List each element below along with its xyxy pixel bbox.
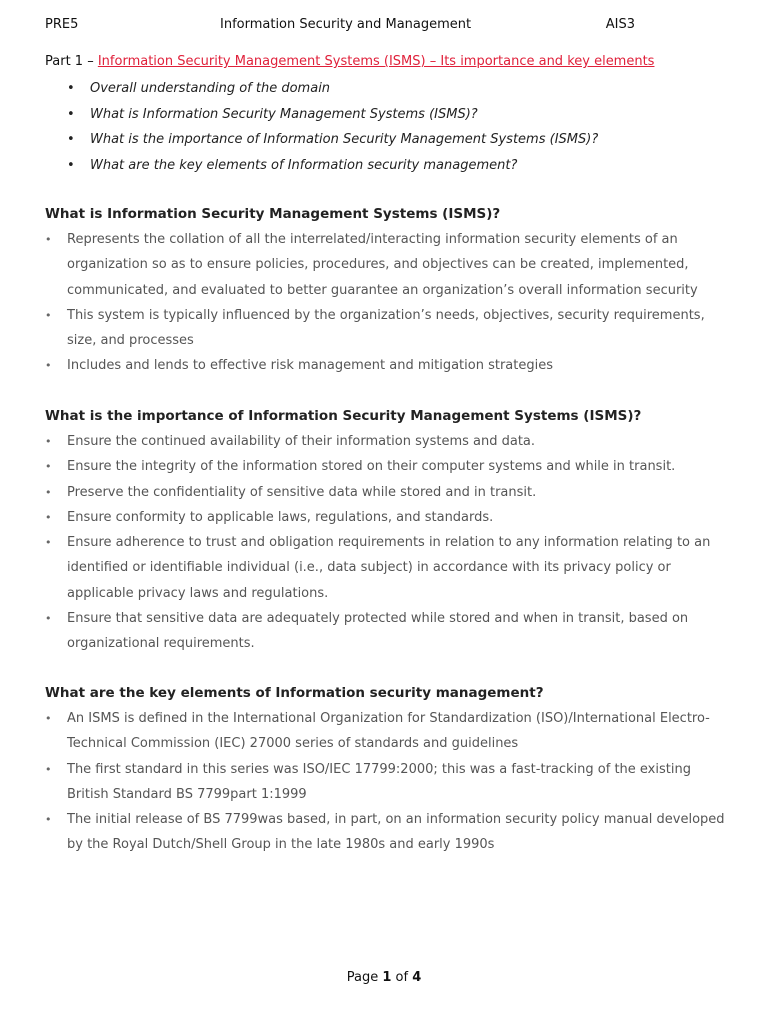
outline-item: • Overall understanding of the domain xyxy=(67,76,598,102)
page-footer xyxy=(0,970,768,985)
footer-of-word: of xyxy=(391,970,413,985)
outline-item: • What are the key elements of Information security management? xyxy=(67,153,598,179)
part-dash: – xyxy=(83,54,98,69)
part-heading xyxy=(45,54,654,69)
part-link[interactable]: Information Security Management Systems (ISMS) – Its importance and key elements xyxy=(97,54,655,69)
list-item: • Preserve the confidentiality of sensitive data while stored and in transit. xyxy=(45,480,725,505)
footer-current-page: 1 xyxy=(382,970,392,985)
part-label: Part 1 xyxy=(45,54,84,69)
outline-item: • What is Information Security Management Systems (ISMS)? xyxy=(67,102,598,128)
section-key-elements xyxy=(45,681,725,858)
list-item: • Includes and lends to effective risk management and mitigation strategies xyxy=(45,353,725,378)
header-course-code: PRE5 xyxy=(45,17,79,32)
list-item: • This system is typically influenced by the organization’s needs, objectives, security requirements, size, and processes xyxy=(45,303,725,354)
section-what-is-isms xyxy=(45,202,725,379)
list-item: • Ensure the continued availability of their information systems and data. xyxy=(45,429,725,454)
bullet-list xyxy=(45,706,725,858)
bullet-list xyxy=(45,429,725,657)
list-item: • Ensure that sensitive data are adequately protected while stored and when in transit, based on organizational requirements. xyxy=(45,606,725,657)
header-section-code: AIS3 xyxy=(605,17,635,32)
section-title: What is the importance of Information Security Management Systems (ISMS)? xyxy=(45,408,642,424)
header-course-title: Information Security and Management xyxy=(220,17,472,32)
list-item: • Represents the collation of all the interrelated/interacting information security elements of an organization so as to ensure policies, procedures, and objectives can be created, implemented, communicated, and evaluated to better guarantee an organization’s overall information security xyxy=(45,227,725,303)
section-importance-isms xyxy=(45,404,725,657)
list-item: • An ISMS is defined in the International Organization for Standardization (ISO)/International Electro-Technical Commission (IEC) 27000 series of standards and guidelines xyxy=(45,706,725,757)
list-item: • Ensure the integrity of the information stored on their computer systems and while in transit. xyxy=(45,454,725,479)
page-header xyxy=(45,17,635,37)
footer-total-pages: 4 xyxy=(412,970,422,985)
list-item: • The initial release of BS 7799was based, in part, on an information security policy manual developed by the Royal Dutch/Shell Group in the late 1980s and early 1990s xyxy=(45,807,725,858)
section-title: What is Information Security Management Systems (ISMS)? xyxy=(45,206,501,222)
bullet-list xyxy=(45,227,725,379)
list-item: • Ensure conformity to applicable laws, regulations, and standards. xyxy=(45,505,725,530)
section-title: What are the key elements of Information security management? xyxy=(45,685,544,701)
footer-page-word: Page xyxy=(346,970,383,985)
outline-list xyxy=(67,76,598,178)
list-item: • The first standard in this series was ISO/IEC 17799:2000; this was a fast-tracking of the existing British Standard BS 7799part 1:1999 xyxy=(45,757,725,808)
list-item: • Ensure adherence to trust and obligation requirements in relation to any information relating to an identified or identifiable individual (i.e., data subject) in accordance with its privacy policy or applicable privacy laws and regulations. xyxy=(45,530,725,606)
outline-item: • What is the importance of Information Security Management Systems (ISMS)? xyxy=(67,127,598,153)
